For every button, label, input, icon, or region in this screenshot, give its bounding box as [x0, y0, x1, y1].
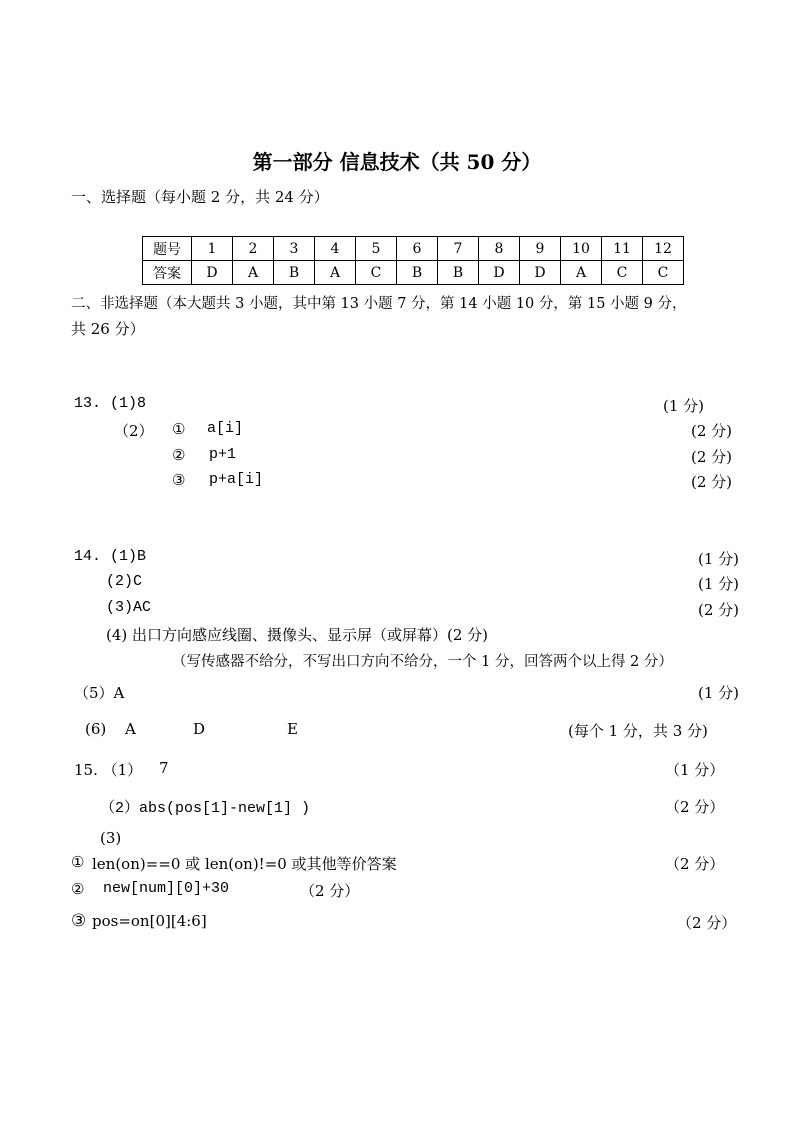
table-cell: B [274, 261, 315, 285]
q14-part3: (3)AC [106, 599, 152, 616]
q15-blank2-marker: ② [71, 880, 85, 898]
table-cell: C [602, 261, 643, 285]
q14-part1: 14. (1)B [74, 548, 147, 565]
table-cell: D [192, 261, 233, 285]
q15-blank1-marker: ① [71, 853, 85, 871]
table-row-numbers [143, 237, 684, 261]
q14-score6: (每个 1 分，共 3 分) [568, 722, 708, 740]
q15-part1-label: 15. （1） [74, 761, 143, 779]
table-cell: B [397, 261, 438, 285]
table-cell: A [315, 261, 356, 285]
q13-score3: (2 分) [691, 448, 733, 466]
section2-heading: 二、非选择题（本大题共 3 小题，其中第 13 小题 7 分，第 14 小题 10 分，第 15 小题 9 分， [71, 296, 687, 312]
q14-part2: (2)C [106, 573, 143, 590]
q15-blank2: new[num][0]+30 [103, 880, 230, 897]
table-cell: 8 [479, 237, 520, 261]
q13-blank1-marker: ① [172, 420, 186, 438]
q14-part6-answer-d: D [193, 720, 206, 738]
q13-blank3-marker: ③ [172, 471, 186, 489]
q13-score2: (2 分) [691, 422, 733, 440]
q13-blank2-marker: ② [172, 446, 186, 464]
q13-blank3: p+a[i] [209, 471, 264, 488]
q14-score3: (2 分) [698, 601, 740, 619]
table-row-label: 题号 [143, 237, 192, 261]
table-cell: 11 [602, 237, 643, 261]
table-cell: 7 [438, 237, 479, 261]
table-cell: B [438, 261, 479, 285]
q13-part2-label: （2） [114, 422, 154, 440]
table-cell: D [520, 261, 561, 285]
table-cell: 12 [643, 237, 684, 261]
q14-part4: (4) 出口方向感应线圈、摄像头、显示屏（或屏幕）(2 分) [106, 626, 489, 644]
page-title: 第一部分 信息技术（共 50 分） [252, 150, 542, 174]
q14-part6-answer-a: A [125, 720, 136, 738]
table-cell: 1 [192, 237, 233, 261]
q13-blank2: p+1 [209, 446, 237, 463]
q15-part3-label: (3) [100, 829, 122, 847]
table-cell: 4 [315, 237, 356, 261]
table-row-label: 答案 [143, 261, 192, 285]
table-cell: C [356, 261, 397, 285]
q15-part1-answer: 7 [159, 759, 169, 777]
table-cell: 3 [274, 237, 315, 261]
table-cell: 10 [561, 237, 602, 261]
q14-part4-note: （写传感器不给分，不写出口方向不给分，一个 1 分，回答两个以上得 2 分） [172, 654, 673, 670]
q13-score1: (1 分) [663, 397, 705, 415]
q14-score2: (1 分) [698, 575, 740, 593]
table-cell: A [233, 261, 274, 285]
table-cell: D [479, 261, 520, 285]
section2-heading-cont: 共 26 分） [71, 320, 145, 338]
q15-score3: （2 分） [665, 855, 725, 873]
q15-part2: （2）abs(pos[1]-new[1] ) [100, 800, 311, 817]
q14-score5: (1 分) [698, 684, 740, 702]
q15-score2: （2 分） [665, 798, 725, 816]
q14-part6-label: (6) [85, 720, 107, 738]
q14-part6-answer-e: E [287, 720, 298, 738]
q15-blank3-marker: ③ [71, 911, 87, 931]
table-cell: 5 [356, 237, 397, 261]
q14-score1: (1 分) [698, 550, 740, 568]
q15-blank3: pos=on[0][4:6] [92, 912, 207, 930]
q15-blank1: len(on)==0 或 len(on)!=0 或其他等价答案 [92, 855, 397, 873]
q13-score4: (2 分) [691, 473, 733, 491]
table-cell: 2 [233, 237, 274, 261]
q15-score5: （2 分） [677, 914, 737, 932]
q15-score4: （2 分） [300, 882, 360, 900]
q14-part5: （5）A [74, 684, 125, 702]
table-cell: C [643, 261, 684, 285]
q15-score1: （1 分） [665, 761, 725, 779]
table-cell: 6 [397, 237, 438, 261]
table-row-answers [143, 261, 684, 285]
section1-heading: 一、选择题（每小题 2 分，共 24 分） [71, 188, 329, 206]
answer-table [142, 236, 684, 285]
table-cell: A [561, 261, 602, 285]
table-cell: 9 [520, 237, 561, 261]
q13-part1: 13. (1)8 [74, 395, 147, 412]
q13-blank1: a[i] [207, 420, 244, 437]
